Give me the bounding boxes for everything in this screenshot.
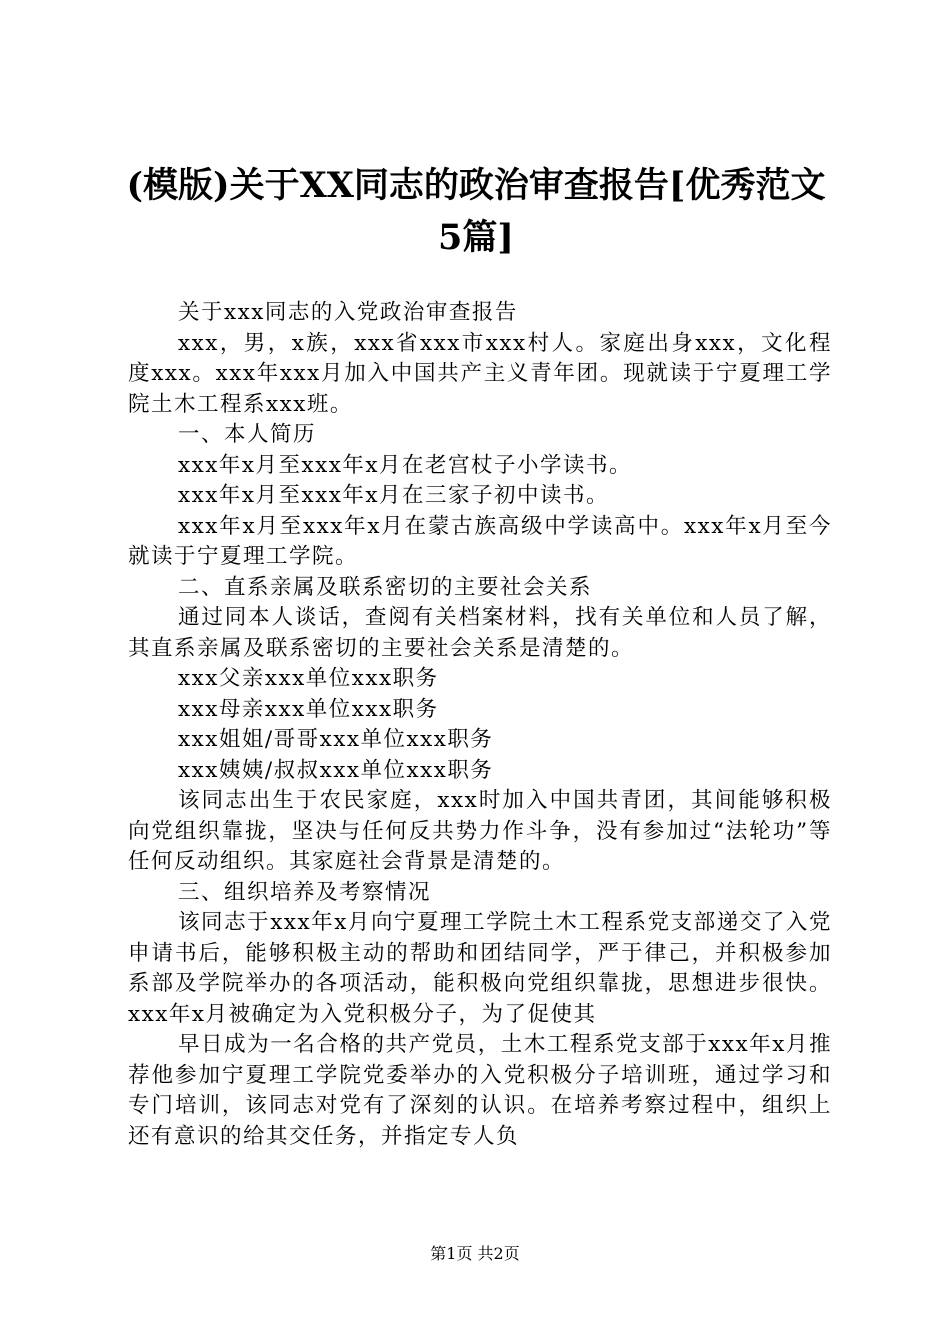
paragraph: xxx姐姐/哥哥xxx单位xxx职务 — [178, 727, 494, 752]
paragraph: 该同志于xxx年x月向宁夏理工学院土木工程系党支部递交了入党申请书后，能够积极主动的帮助和团结同学，严于律己，并积极参加系部及学院举办的各项活动，能积极向党组织靠拢，思想进步很快。xxx年x月被确定为入党积极分子，为了促使其 — [128, 910, 832, 1027]
page-footer: 第1页 共2页 — [430, 1244, 520, 1263]
paragraph: xxx姨姨/叔叔xxx单位xxx职务 — [178, 757, 494, 783]
paragraph: 该同志出生于农民家庭，xxx时加入中国共青团，其间能够积极向党组织靠拢，坚决与任何反共势力作斗争，没有参加过“法轮功”等任何反动组织。其家庭社会背景是清楚的。 — [128, 788, 832, 874]
paragraph: xxx母亲xxx单位xxx职务 — [178, 696, 439, 722]
section-heading: 三、组织培养及考察情况 — [178, 879, 432, 905]
paragraph: xxx年x月至xxx年x月在三家子初中读书。 — [178, 483, 610, 508]
paragraph: xxx父亲xxx单位xxx职务 — [178, 666, 439, 691]
section-heading: 一、本人简历 — [178, 422, 317, 447]
paragraph: xxx年x月至xxx年x月在老宫杖子小学读书。 — [178, 452, 633, 478]
paragraph: 通过同本人谈话，查阅有关档案材料，找有关单位和人员了解，其直系亲属及联系密切的主要社会关系是清楚的。 — [128, 605, 832, 661]
paragraph: xxx，男，x族，xxx省xxx市xxx村人。家庭出身xxx，文化程度xxx。xxx年xxx月加入中国共产主义青年团。现就读于宁夏理工学院土木工程系xxx班。 — [128, 330, 832, 417]
section-heading: 二、直系亲属及联系密切的主要社会关系 — [178, 574, 593, 600]
document-body — [128, 298, 832, 1152]
paragraph: 关于xxx同志的入党政治审查报告 — [178, 300, 518, 325]
document-title: (模版)关于XX同志的政治审查报告[优秀范文5篇] — [126, 165, 826, 258]
paragraph: xxx年x月至xxx年x月在蒙古族高级中学读高中。xxx年x月至今就读于宁夏理工学院。 — [128, 513, 832, 569]
paragraph: 早日成为一名合格的共产党员，土木工程系党支部于xxx年x月推荐他参加宁夏理工学院党委举办的入党积极分子培训班，通过学习和专门培训，该同志对党有了深刻的认识。在培养考察过程中，组织上还有意识的给其交任务，并指定专人负 — [128, 1032, 832, 1149]
